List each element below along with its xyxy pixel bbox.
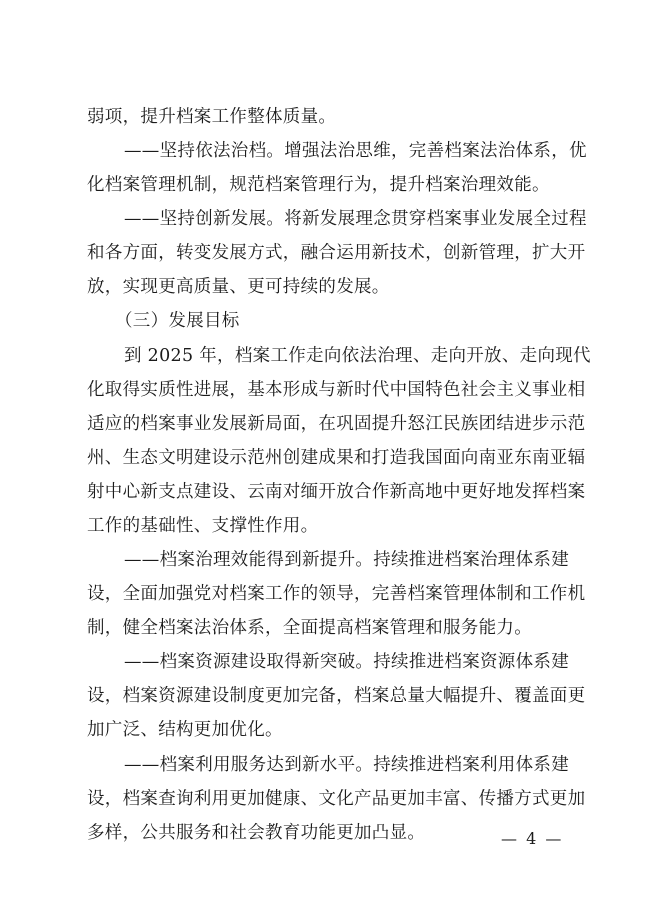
- text-line: 和各方面，转变发展方式，融合运用新技术，创新管理，扩大开: [87, 243, 586, 263]
- text-line: 射中心新支点建设、云南对缅开放合作新高地中更好地发挥档案: [87, 482, 586, 502]
- text-line: ——坚持依法治档。增强法治思维，完善档案法治体系，优: [124, 141, 587, 161]
- text-line: ——档案利用服务达到新水平。持续推进档案利用体系建: [124, 755, 569, 775]
- text-line: 到 2025 年，档案工作走向依法治理、走向开放、走向现代: [124, 346, 591, 366]
- text-line: 化取得实质性进展，基本形成与新时代中国特色社会主义事业相: [87, 380, 586, 400]
- text-line: 放，实现更高质量、更可持续的发展。: [87, 277, 390, 297]
- text-line: 加广泛、结构更加优化。: [87, 720, 283, 740]
- text-line: 设，档案查询利用更加健康、文化产品更加丰富、传播方式更加: [87, 789, 586, 809]
- text-line: 多样，公共服务和社会教育功能更加凸显。: [87, 823, 426, 843]
- text-line: 弱项，提升档案工作整体质量。: [87, 107, 337, 127]
- text-line: 设，档案资源建设制度更加完备，档案总量大幅提升、覆盖面更: [87, 686, 586, 706]
- text-line: 化档案管理机制，规范档案管理行为，提升档案治理效能。: [87, 175, 550, 195]
- text-line: 设，全面加强党对档案工作的领导，完善档案管理体制和工作机: [87, 584, 586, 604]
- text-line: 工作的基础性、支撑性作用。: [87, 516, 319, 536]
- section-heading: （三）发展目标: [115, 311, 240, 331]
- text-line: ——档案治理效能得到新提升。持续推进档案治理体系建: [124, 550, 569, 570]
- text-line: ——坚持创新发展。将新发展理念贯穿档案事业发展全过程: [124, 209, 587, 229]
- text-line: ——档案资源建设取得新突破。持续推进档案资源体系建: [124, 652, 569, 672]
- text-line: 制，健全档案法治体系，全面提高档案管理和服务能力。: [87, 618, 532, 638]
- page-number: — 4 —: [501, 829, 564, 848]
- text-line: 适应的档案事业发展新局面，在巩固提升怒江民族团结进步示范: [87, 414, 586, 434]
- text-line: 州、生态文明建设示范州创建成果和打造我国面向南亚东南亚辐: [87, 448, 586, 468]
